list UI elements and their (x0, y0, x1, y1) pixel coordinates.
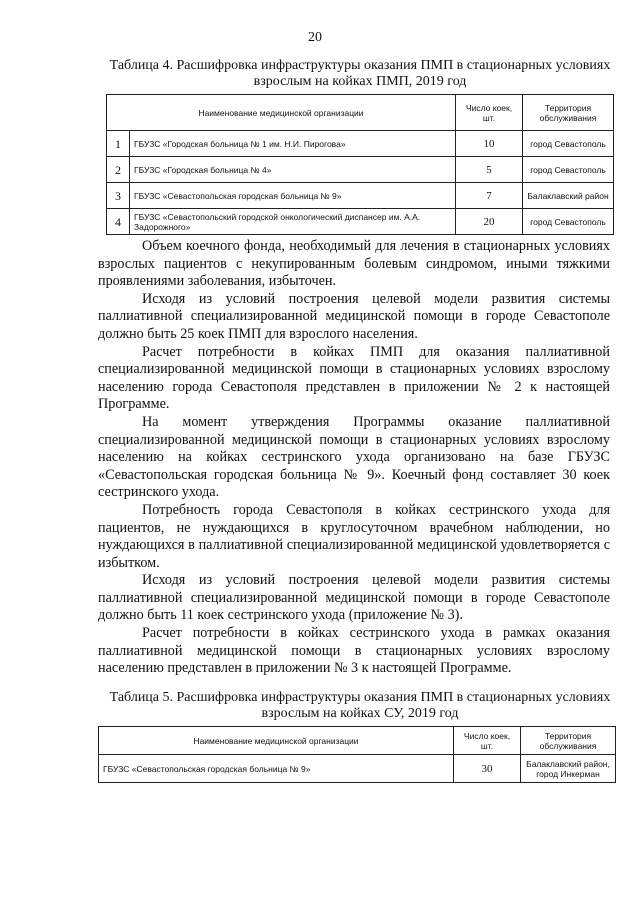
paragraph: Потребность города Севастополя в койках сестринского ухода для пациентов, не нуждающихся в круглосуточном врачебном наблюдении, но нуждающихся в паллиативной специализированной медицинской удовлетворяется с избытком. (98, 501, 610, 571)
table5-caption: Таблица 5. Расшифровка инфраструктуры оказания ПМП в стационарных условиях взрослым на койках СУ, 2019 год (109, 690, 611, 721)
table5-header-beds: Число коек, шт. (454, 727, 521, 755)
table4 (106, 94, 614, 235)
paragraph: Расчет потребности в койках ПМП для оказания паллиативной специализированной медицинской помощи в стационарных условиях взрослому населению города Севастополя представлен в приложении № 2 к настоящей Программе. (98, 343, 610, 413)
territory: Балаклавский район (523, 183, 614, 209)
bed-count: 5 (456, 157, 523, 183)
paragraph: Исходя из условий построения целевой модели развития системы паллиативной специализированной медицинской помощи в городе Севастополе должно быть 25 коек ПМП для взрослого населения. (98, 290, 610, 342)
table-row (107, 157, 614, 183)
table5-header-org: Наименование медицинской организации (99, 727, 454, 755)
org-name: ГБУЗС «Городская больница № 1 им. Н.И. Пирогова» (130, 131, 456, 157)
page-number: 20 (308, 30, 322, 45)
org-name: ГБУЗС «Севастопольский городской онкологический диспансер им. А.А. Задорожного» (130, 209, 456, 235)
row-number: 3 (107, 183, 130, 209)
territory: Балаклавский район, город Инкерман (521, 755, 616, 783)
table4-header-territory: Территория обслуживания (523, 95, 614, 131)
table-row (107, 209, 614, 235)
row-number: 1 (107, 131, 130, 157)
org-name: ГБУЗС «Севастопольская городская больница № 9» (99, 755, 454, 783)
table5-header-row (99, 727, 616, 755)
org-name: ГБУЗС «Городская больница № 4» (130, 157, 456, 183)
territory: город Севастополь (523, 131, 614, 157)
bed-count: 20 (456, 209, 523, 235)
territory: город Севастополь (523, 157, 614, 183)
org-name: ГБУЗС «Севастопольская городская больница № 9» (130, 183, 456, 209)
row-number: 4 (107, 209, 130, 235)
body-text (98, 238, 610, 678)
territory: город Севастополь (523, 209, 614, 235)
paragraph: Объем коечного фонда, необходимый для лечения в стационарных условиях взрослых пациентов с некупированным болевым синдромом, иными тяжкими проявлениями заболевания, избыточен. (98, 238, 610, 290)
table4-header-row (107, 95, 614, 131)
table5 (98, 726, 616, 783)
table-row (107, 183, 614, 209)
bed-count: 30 (454, 755, 521, 783)
paragraph: На момент утверждения Программы оказание паллиативной специализированной медицинской помощи в стационарных условиях взрослому населению на койках сестринского ухода организовано на базе ГБУЗС «Севастопольская городская больница № 9». Коечный фонд составляет 30 коек сестринского ухода. (98, 413, 610, 501)
table4-header-org: Наименование медицинской организации (107, 95, 456, 131)
paragraph: Исходя из условий построения целевой модели развития системы паллиативной специализированной медицинской помощи в городе Севастополе должно быть 11 коек сестринского ухода (приложение № 3). (98, 572, 610, 624)
table4-caption: Таблица 4. Расшифровка инфраструктуры оказания ПМП в стационарных условиях взрослым на койках ПМП, 2019 год (109, 58, 611, 89)
table5-header-territory: Территория обслуживания (521, 727, 616, 755)
bed-count: 7 (456, 183, 523, 209)
table-row (99, 755, 616, 783)
row-number: 2 (107, 157, 130, 183)
paragraph: Расчет потребности в койках сестринского ухода в рамках оказания паллиативной медицинской помощи в стационарных условиях взрослому населению представлен в приложении № 3 к настоящей Программе. (98, 625, 610, 677)
table-row (107, 131, 614, 157)
bed-count: 10 (456, 131, 523, 157)
table4-header-beds: Число коек, шт. (456, 95, 523, 131)
